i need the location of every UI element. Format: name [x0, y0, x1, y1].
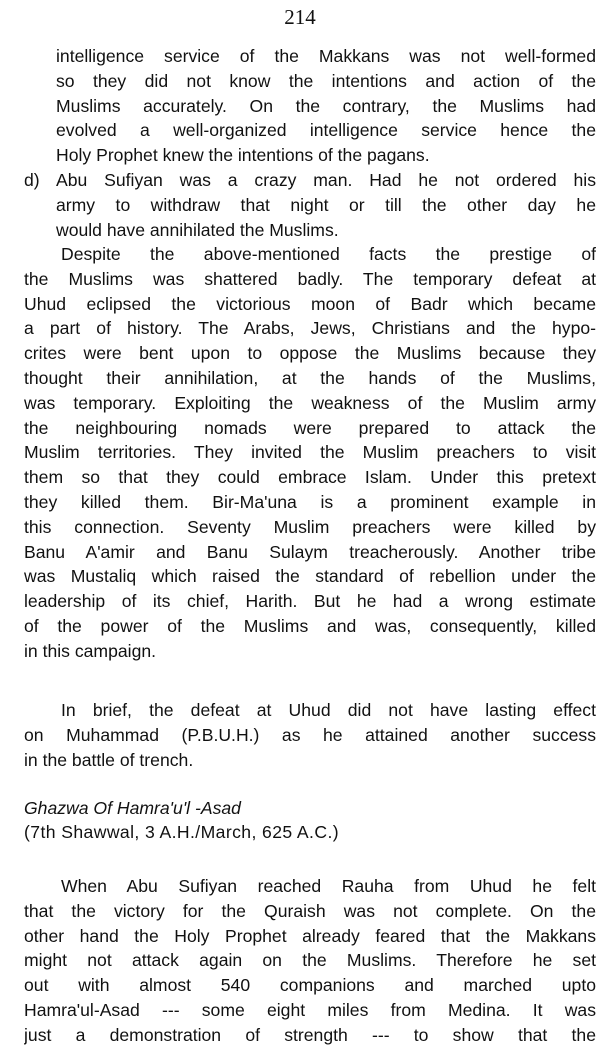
text-line: Hamra'ul-Asad --- some eight miles from Medina. It was — [24, 999, 596, 1020]
text-line: thought their annihilation, at the hands of the Muslims, — [24, 367, 596, 388]
text-line: on Muhammad (P.B.U.H.) as he attained another success — [24, 724, 596, 745]
text-line: intelligence service of the Makkans was not well-formed — [56, 46, 596, 66]
text-line: Holy Prophet knew the intentions of the pagans. — [56, 145, 430, 166]
text-line: army to withdraw that night or till the other day he — [56, 194, 596, 215]
text-line: this connection. Seventy Muslim preachers were killed by — [24, 516, 596, 537]
continuation-paragraph — [24, 44, 596, 168]
section-title: Ghazwa Of Hamra'u'l -Asad — [24, 798, 241, 818]
text-line: in the battle of trench. — [24, 749, 194, 770]
text-line: a part of history. The Arabs, Jews, Christians and the hypo- — [24, 318, 596, 339]
section-date: (7th Shawwal, 3 A.H./March, 625 A.C.) — [24, 822, 340, 842]
text-line: When Abu Sufiyan reached Rauha from Uhud he felt — [61, 876, 596, 896]
text-line: evolved a well-organized intelligence service hence the — [56, 120, 596, 141]
text-line: in this campaign. — [24, 640, 157, 661]
text-line: other hand the Holy Prophet already feared that the Makkans — [24, 925, 596, 946]
list-item-d — [24, 168, 596, 242]
text-line: Uhud eclipsed the victorious moon of Badr which became — [24, 293, 596, 314]
text-line: them so that they could embrace Islam. Under this pretext — [24, 467, 596, 488]
text-line: crites were bent upon to oppose the Muslims because they — [24, 343, 596, 364]
section-heading — [24, 796, 596, 844]
text-line: the neighbouring nomads were prepared to attack the — [24, 417, 596, 438]
text-line: Despite the above-mentioned facts the prestige of — [61, 244, 596, 264]
page-number: 214 — [284, 5, 316, 29]
text-line: that the victory for the Quraish was not complete. On the — [24, 900, 596, 921]
text-line: Muslims accurately. On the contrary, the Muslims had — [56, 95, 596, 116]
text-line: the Muslims was shattered badly. The temporary defeat at — [24, 268, 596, 289]
text-line: was temporary. Exploiting the weakness of the Muslim army — [24, 392, 596, 413]
paragraph-despite — [24, 242, 596, 664]
text-line: of the power of the Muslims and was, consequently, killed — [24, 615, 596, 636]
text-line: so they did not know the intentions and action of the — [56, 70, 596, 91]
text-line: might not attack again on the Muslims. Therefore he set — [24, 950, 596, 971]
paragraph-when — [24, 874, 596, 1048]
text-line: would have annihilated the Muslims. — [56, 219, 339, 240]
list-marker: d) — [24, 170, 40, 190]
text-line: just a demonstration of strength --- to show that the — [24, 1024, 596, 1045]
text-line: Muslim territories. They invited the Muslim preachers to visit — [24, 442, 596, 463]
text-line: Banu A'amir and Banu Sulaym treacherously. Another tribe — [24, 541, 596, 562]
text-line: In brief, the defeat at Uhud did not have lasting effect — [61, 700, 596, 720]
paragraph-brief — [24, 698, 596, 772]
text-line: leadership of its chief, Harith. But he had a wrong estimate — [24, 591, 596, 612]
text-line: Abu Sufiyan was a crazy man. Had he not ordered his — [56, 170, 596, 190]
list-item-d-text — [24, 168, 596, 242]
text-line: out with almost 540 companions and marched upto — [24, 975, 596, 996]
continuation-block — [24, 44, 596, 168]
text-line: was Mustaliq which raised the standard of rebellion under the — [24, 566, 596, 587]
text-line: they killed them. Bir-Ma'una is a prominent example in — [24, 491, 596, 512]
